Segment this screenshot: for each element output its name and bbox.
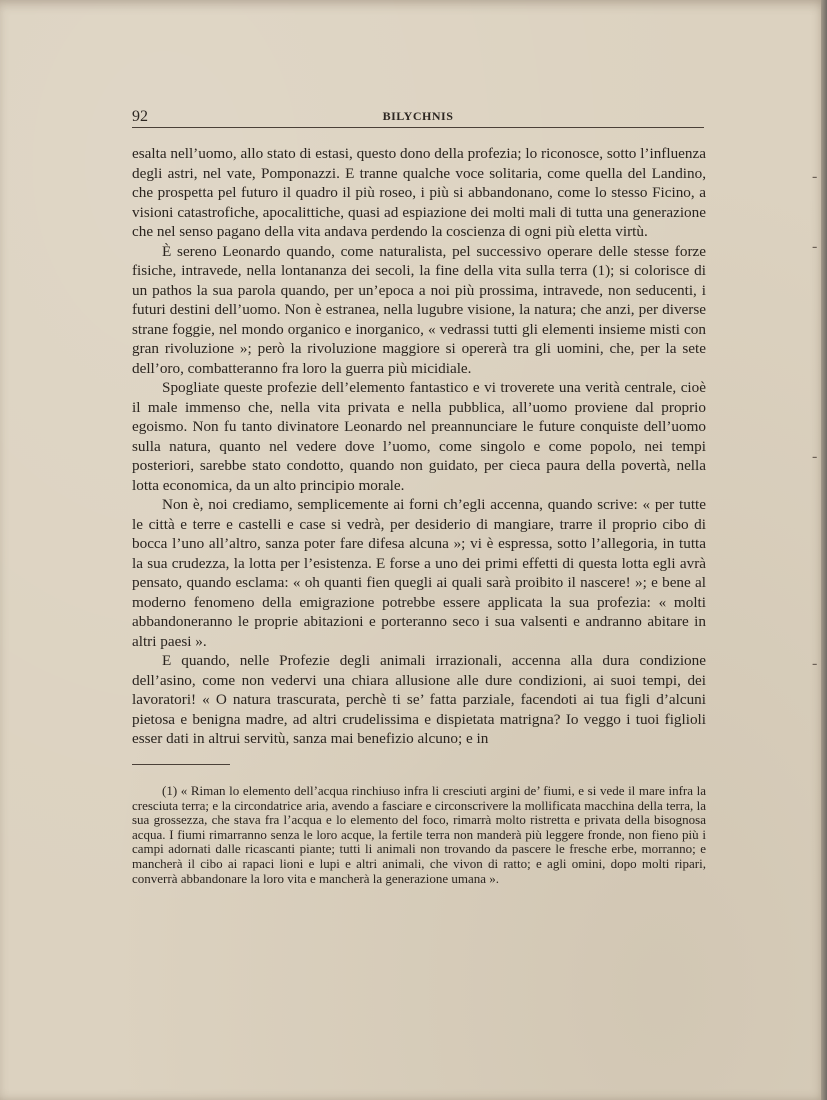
header-rule xyxy=(132,127,704,128)
page-header xyxy=(132,106,704,128)
margin-tick-mark: - xyxy=(812,168,818,185)
margin-tick-mark: - xyxy=(812,448,818,465)
body-text xyxy=(132,144,706,749)
footnote: (1) « Riman lo elemento dell’acqua rinchiuso infra li cresciuti argini de’ fiumi, e si vede il mare infra la cresciuta terra; e la circondatrice aria, avendo a fasciare e circonscrivere la mollificata macchina della terra, la sua grossezza, che stava fra l’acqua e lo elemento del foco, rimarrà molto ristretta e privata della bisognosa acqua. I fiumi rimarranno senza le loro acque, la fertile terra non manderà più leggere fronde, non fieno più i campi adornati dalle ricascanti piante; tutti li animali non trovando da pascere le fresche erbe, morranno; e mancherà il cibo ai rapaci lioni e lupi e altri animali, che vivon di ratto; e agli omini, dopo molti ripari, converrà abbandonare la loro vita e mancherà la generazione umana ». xyxy=(132,783,706,886)
paragraph-1: esalta nell’uomo, allo stato di estasi, questo dono della profezia; lo riconosce, sotto l’influenza degli astri, nel vate, Pomponazzi. E tranne qualche voce solitaria, come quella del Landino, che prospetta pel futuro il quadro il più roseo, i più si abbandonano, come lo stesso Ficino, a visioni catastrofiche, apocalittiche, quasi ad espiazione dei molti mali di tutta una generazione che nel senso pagano della vita andava perdendo la coscienza di ogni più eletta virtù. xyxy=(132,145,706,240)
paragraph-5: E quando, nelle Profezie degli animali irrazionali, accenna alla dura condizione dell’asino, come non vedervi una chiara allusione alle dure condizioni, ai suoi tempi, dei lavoratori! « O natura trascurata, perchè ti se’ fatta parziale, facendoti ai tua figli d’alcuni pietosa e benigna madre, ad altri crudelissima e dispietata matrigna? Io veggo i tuoi figlioli esser dati in altrui servitù, sanza mai benefizio alcuno; e in xyxy=(132,652,706,747)
page-number: 92 xyxy=(132,108,148,125)
paragraph-2: È sereno Leonardo quando, come naturalista, pel successivo operare delle stesse forze fisiche, intravede, nella lontananza dei secoli, la fine della vita sulla terra (1); si colorisce di un pathos la sua parola quando, per un’epoca a noi più prossima, intravede, non seducenti, i futuri destini dell’uomo. Non è estranea, nella lugubre visione, la natura; che anzi, per diverse strane foggie, nel mondo organico e inorganico, « vedrassi tutti gli elementi insieme misti con gran rivoluzione »; però la rivoluzione maggiore si opererà tra gli uomini, che, per la sete dell’oro, combatteranno fra loro la guerra più micidiale. xyxy=(132,242,706,377)
page-edge-shadow xyxy=(821,0,827,1100)
paragraph-4: Non è, noi crediamo, semplicemente ai forni ch’egli accenna, quando scrive: « per tutte le città e terre e castelli e case si vedrà, per desiderio di mangiare, trarre il proprio cibo di bocca l’uno all’altro, sanza poter fare difesa alcuna »; vi è espressa, sotto l’allegoria, in tutta la sua crudezza, la lotta per l’esistenza. E forse a uno dei primi effetti di questa lotta egli avrà pensato, quando esclama: « oh quanti fien quegli ai quali sarà proibito il nascere! »; e bene al moderno fenomeno della emigrazione potrebbe essere applicata la sua profezia: « molti abbandoneranno le proprie abitazioni e porteranno seco i sua valsenti e andranno abitare in altri paesi ». xyxy=(132,496,706,650)
footnote-rule xyxy=(132,764,230,765)
margin-tick-mark: - xyxy=(812,655,818,672)
paragraph-3: Spogliate queste profezie dell’elemento fantastico e vi troverete una verità centrale, cioè il male immenso che, nella vita privata e nella pubblica, all’uomo proviene dal proprio egoismo. Non fu tanto divinatore Leonardo nel preannunciare le future conquiste dell’uomo sulla natura, quanto nel vedere dove l’uomo, come singolo e come popolo, nei tempi posteriori, sarebbe stato condotto, quando non guidato, per cieca paura della povertà, nella lotta economica, da un alto principio morale. xyxy=(132,379,706,494)
running-title: BILYCHNIS xyxy=(382,109,454,123)
margin-tick-mark: - xyxy=(812,238,818,255)
